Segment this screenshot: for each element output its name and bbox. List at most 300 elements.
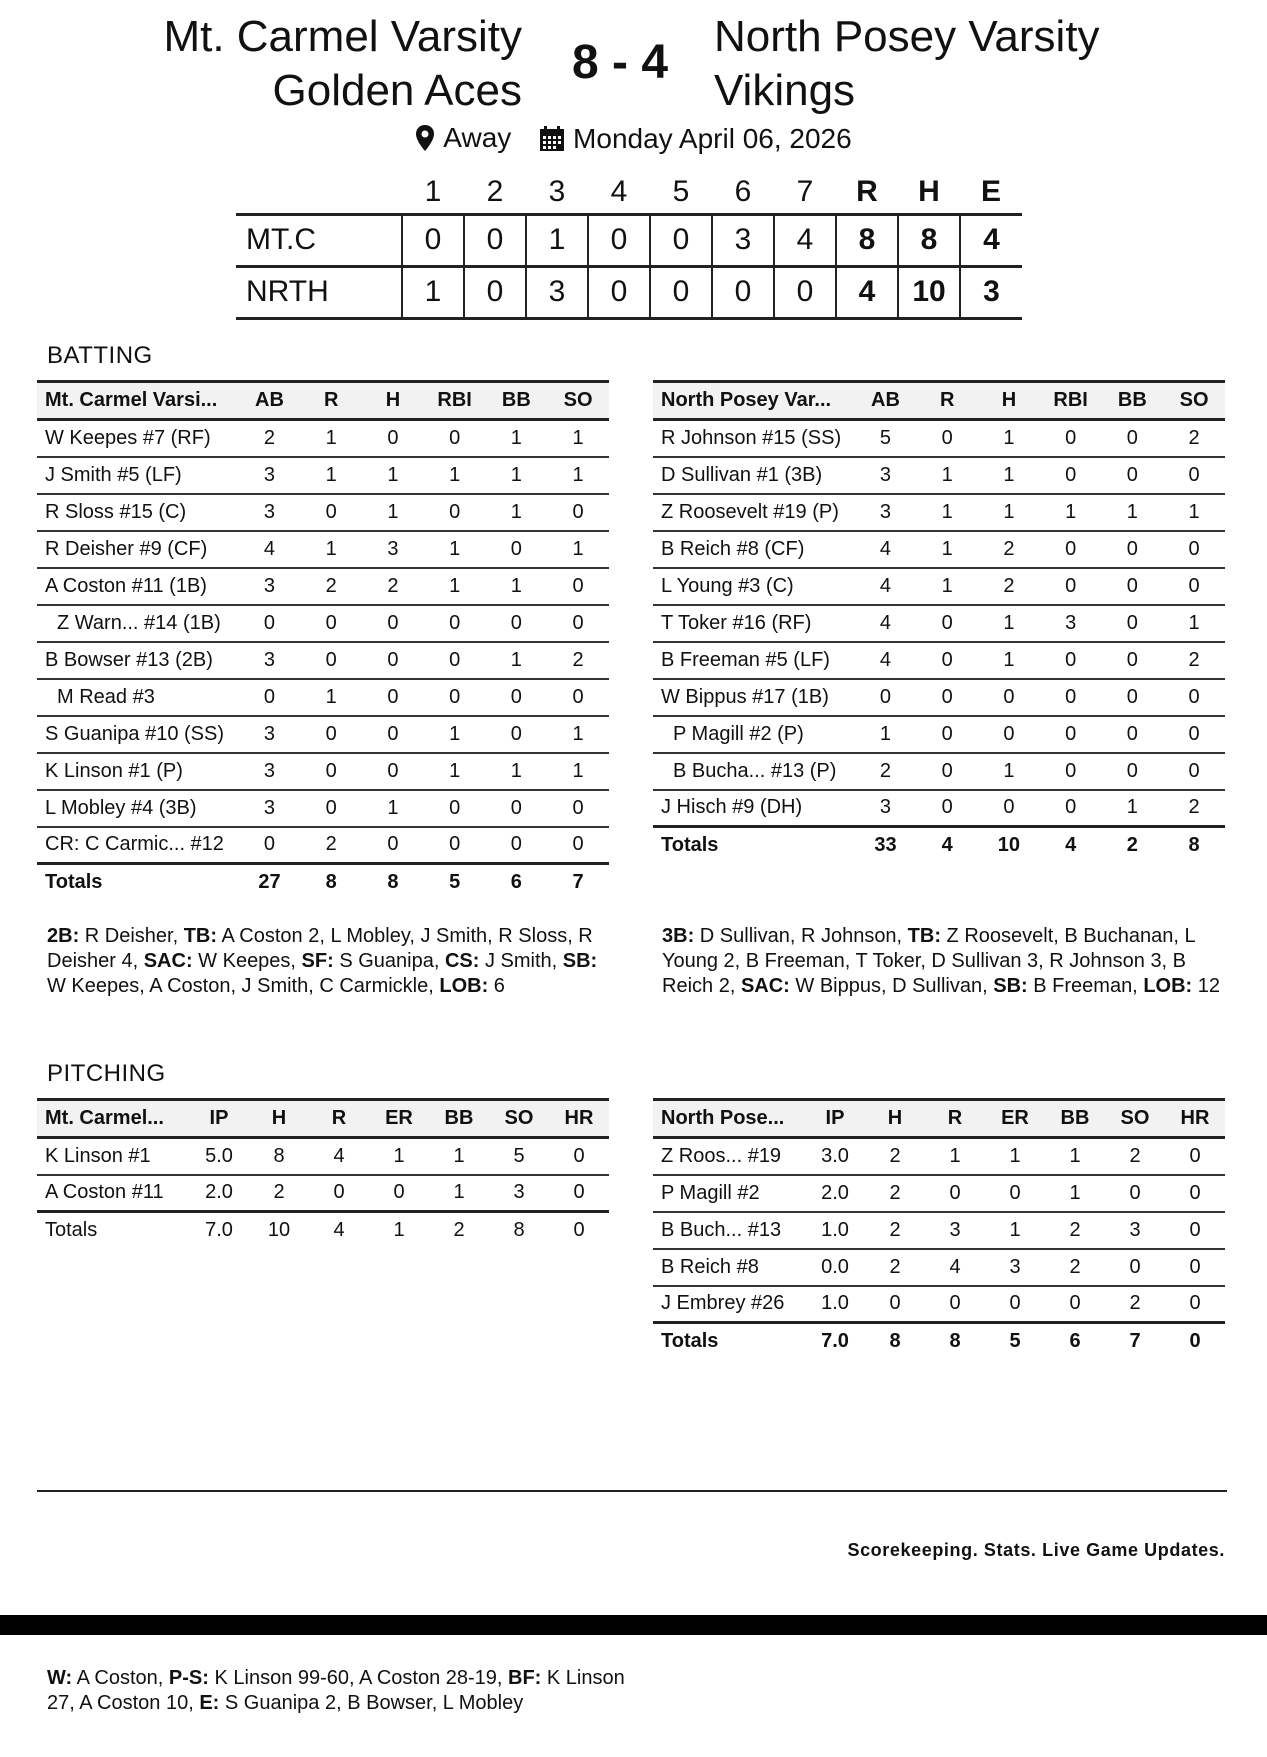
stat-cell: 4 [879,648,892,671]
stat-cell: 0 [1126,648,1138,671]
stat-column-header: SO [563,389,593,411]
totals-cell: 6 [510,871,522,894]
home-team-school: Mt. Carmel Varsity [163,12,522,61]
pitching-section-title: PITCHING [47,1060,166,1087]
stat-cell: 0 [1189,1144,1201,1167]
note-label: TB: [183,925,218,947]
stat-cell: 0 [1065,648,1077,671]
player-name: Z Warn... #14 (1B) [57,611,221,634]
note-text: W Keepes, A Coston, J Smith, C Carmickle, [47,975,440,997]
linescore-cell: 0 [774,266,836,318]
stat-cell: 0 [1065,722,1077,745]
stat-cell: 2 [1129,1292,1141,1315]
stat-cell: 0 [387,722,399,745]
location-text: Away [443,122,512,153]
stat-cell: 0 [449,833,461,856]
stat-cell: 0 [1009,1292,1021,1315]
player-name: B Bucha... #13 (P) [673,759,837,782]
stat-cell: 3 [513,1181,525,1204]
stat-cell: 4 [879,537,892,560]
stat-cell: 1 [572,426,584,449]
pitching-notes [47,1666,627,1716]
stat-cell: 4 [949,1255,961,1278]
stat-cell: 1 [949,1144,961,1167]
stat-cell: 0 [941,759,953,782]
player-row [653,790,1225,827]
hits-header: H [918,175,940,209]
batting-notes-np [662,924,1222,999]
stat-cell: 4 [879,574,892,597]
stat-cell: 1 [1003,426,1015,449]
stat-cell: 1 [1003,759,1015,782]
stat-cell: 3 [263,648,276,671]
player-row [653,679,1225,716]
player-name: L Young #3 (C) [661,574,794,597]
stat-cell: 0 [333,1181,345,1204]
note-label: SB: [562,950,598,972]
player-row [653,420,1225,457]
note-text: W Bippus, D Sullivan, [789,975,994,997]
stat-cell: 0 [449,426,461,449]
totals-cell: 5 [449,871,461,894]
stat-cell: 0 [510,833,522,856]
note-label: CS: [444,950,480,972]
stat-cell: 0 [1003,796,1015,819]
totals-row [653,827,1225,864]
batting-notes-mtc [47,924,607,999]
linescore-table [236,172,1022,320]
stat-cell: 1 [1069,1144,1081,1167]
note-text: 6 [488,975,505,997]
linescore-cell: 3 [526,266,588,318]
linescore-cell: 3 [712,214,774,266]
linescore-cell: 0 [650,266,712,318]
stat-cell: 3 [1065,611,1077,634]
stat-cell: 0 [572,574,584,597]
stat-cell: 0 [572,833,584,856]
stat-cell: 0 [325,759,337,782]
player-name: R Deisher #9 (CF) [45,537,208,560]
stat-cell: 0.0 [821,1255,849,1278]
stat-cell: 0 [572,500,584,523]
totals-cell: 10 [267,1219,291,1242]
note-label: SB: [993,975,1028,997]
note-label: P-S: [168,1667,209,1689]
stat-cell: 1 [387,500,399,523]
note-label: SAC: [740,975,790,997]
batting-table-mtc [37,380,609,901]
linescore-cell: 0 [588,214,650,266]
stat-cell: 1 [453,1181,465,1204]
stat-cell: 1 [325,426,337,449]
stat-cell: 0 [1126,426,1138,449]
stat-cell: 2 [1188,426,1200,449]
note-text: J Smith, [479,950,563,972]
note-text: 12 [1192,975,1221,997]
stat-cell: 0 [1065,426,1077,449]
stat-cell: 0 [1003,722,1015,745]
player-row [37,457,609,494]
player-row [653,716,1225,753]
player-row [37,605,609,642]
totals-cell: 7.0 [205,1219,233,1242]
stat-cell: 0 [510,685,522,708]
linescore-team: NRTH [246,275,329,308]
player-row [653,753,1225,790]
note-text: D Sullivan, R Johnson, [694,925,908,947]
player-row [37,568,609,605]
totals-cell: 2 [453,1219,465,1242]
linescore-cell: 0 [712,266,774,318]
stat-cell: 0 [449,796,461,819]
stat-cell: 2 [889,1144,901,1167]
away-team-school: North Posey Varsity [714,12,1100,61]
stat-cell: 2 [1003,574,1015,597]
stat-cell: 0 [263,611,276,634]
totals-label: Totals [45,1219,98,1242]
game-header [0,0,1267,160]
stat-cell: 1 [387,463,399,486]
linescore-team: MT.C [246,223,316,256]
player-name: B Reich #8 [661,1255,759,1278]
stat-cell: 3 [949,1218,961,1241]
stats-header-row [37,382,609,420]
stat-cell: 1 [572,759,584,782]
footer-divider [37,1490,1227,1492]
player-row [653,531,1225,568]
note-text: A Coston, [72,1667,169,1689]
linescore-cell: 0 [464,214,526,266]
totals-cell: 7.0 [821,1330,849,1353]
note-text: A Coston 2, L Mobley, J Smith, R Sloss, R Deisher 4, [47,925,593,972]
location [415,122,511,154]
stat-cell: 0 [1065,685,1077,708]
stat-cell: 3.0 [821,1144,849,1167]
batting-section-title: BATTING [47,342,153,369]
stat-cell: 5.0 [205,1144,233,1167]
stat-cell: 1 [325,537,337,560]
stat-cell: 2 [325,574,337,597]
stat-cell: 2 [387,574,399,597]
stat-cell: 2 [1129,1144,1141,1167]
totals-cell: 8 [1188,834,1200,857]
player-row [37,531,609,568]
stat-cell: 1 [449,759,461,782]
stat-cell: 0 [1126,759,1138,782]
stat-cell: 0 [387,833,399,856]
runs-header: R [856,175,878,209]
totals-row [37,864,609,901]
stat-cell: 0 [889,1292,901,1315]
note-label: E: [199,1692,220,1714]
player-name: D Sullivan #1 (3B) [661,463,823,486]
player-row [653,1138,1225,1175]
player-row [37,420,609,457]
stat-cell: 0 [879,685,892,708]
stat-cell: 1 [510,463,522,486]
stat-cell: 0 [1188,759,1200,782]
stat-cell: 2.0 [205,1181,233,1204]
stat-column-header: HR [564,1107,594,1129]
stat-column-header: R [947,1107,963,1129]
stat-cell: 0 [949,1292,961,1315]
stat-cell: 0 [387,648,399,671]
linescore-cell: 4 [774,214,836,266]
stat-cell: 3 [263,796,276,819]
stat-cell: 1 [325,685,337,708]
stat-cell: 1 [1188,500,1200,523]
stat-cell: 3 [387,537,399,560]
totals-row [37,1212,609,1249]
stat-cell: 1 [510,759,522,782]
player-name: T Toker #16 (RF) [661,611,812,634]
note-text: W Keepes, [192,950,302,972]
stat-column-header: H [887,1107,903,1129]
stat-cell: 5 [513,1144,525,1167]
stat-cell: 0 [387,611,399,634]
player-name: W Bippus #17 (1B) [661,685,829,708]
player-name: S Guanipa #10 (SS) [45,722,224,745]
stat-column-header: AB [871,389,900,411]
stat-cell: 1.0 [821,1292,849,1315]
date-text: Monday April 06, 2026 [573,123,852,154]
stat-cell: 0 [1009,1181,1021,1204]
stat-cell: 3 [263,759,276,782]
footer-black-bar [0,1615,1267,1635]
player-name: M Read #3 [57,685,155,708]
totals-cell: 7 [572,871,584,894]
stat-cell: 0 [1065,463,1077,486]
totals-cell: 5 [1009,1330,1021,1353]
stat-column-header: R [331,1107,347,1129]
linescore-row [236,266,1022,318]
stat-cell: 0 [387,685,399,708]
player-name: P Magill #2 (P) [673,722,804,745]
date [539,123,852,155]
player-name: K Linson #1 (P) [45,759,183,782]
player-name: B Buch... #13 [661,1218,782,1241]
stat-cell: 1 [1065,500,1077,523]
stat-cell: 1 [1003,611,1015,634]
pitching-table-np [653,1098,1225,1360]
player-row [653,568,1225,605]
totals-cell: 6 [1069,1330,1081,1353]
stat-column-header: R [939,389,955,411]
stat-cell: 2 [889,1218,901,1241]
stat-cell: 1 [387,796,399,819]
player-row [653,605,1225,642]
stat-cell: 2 [273,1181,285,1204]
totals-cell: 10 [997,834,1021,857]
stat-cell: 0 [510,537,522,560]
stat-cell: 0 [449,648,461,671]
stat-cell: 0 [572,685,584,708]
player-name: L Mobley #4 (3B) [45,796,197,819]
home-team-mascot: Golden Aces [272,66,522,115]
totals-cell: 2 [1126,834,1138,857]
player-row [37,494,609,531]
stat-cell: 1 [1009,1144,1021,1167]
stat-column-header: R [323,389,339,411]
player-row [37,679,609,716]
stat-cell: 0 [325,611,337,634]
player-row [653,1175,1225,1212]
stat-column-header: RBI [1053,389,1088,411]
stat-cell: 2 [263,426,276,449]
stat-column-header: BB [1117,389,1147,411]
stat-cell: 0 [1065,574,1077,597]
player-row [653,642,1225,679]
stat-cell: 0 [263,685,276,708]
errors-header: E [980,175,1001,209]
stat-cell: 0 [1188,537,1200,560]
inning-3-header: 3 [548,175,566,209]
player-row [37,642,609,679]
linescore-cell: 0 [650,214,712,266]
stat-cell: 3 [263,500,276,523]
stat-cell: 1 [510,500,522,523]
stat-cell: 0 [1126,611,1138,634]
stat-cell: 1 [449,722,461,745]
totals-cell: 8 [949,1330,961,1353]
stat-cell: 0 [572,611,584,634]
stat-cell: 0 [449,500,461,523]
stat-cell: 3 [263,722,276,745]
player-row [653,1212,1225,1249]
note-label: W: [47,1667,73,1689]
stat-cell: 1 [1126,796,1138,819]
stat-cell: 0 [263,833,276,856]
player-row [653,1286,1225,1323]
inning-6-header: 6 [734,175,752,209]
stat-column-header: RBI [437,389,472,411]
stat-cell: 1 [941,537,953,560]
stat-cell: 3 [263,574,276,597]
linescore-cell: 1 [402,266,464,318]
stat-cell: 2 [1188,648,1200,671]
note-text: K Linson 27, A Coston 10, [47,1667,625,1714]
note-label: SF: [301,950,334,972]
stat-cell: 1 [453,1144,465,1167]
stat-cell: 4 [879,611,892,634]
stat-cell: 0 [387,426,399,449]
stat-cell: 3 [1009,1255,1021,1278]
stats-header-row [37,1100,609,1138]
stat-cell: 0 [941,722,953,745]
inning-2-header: 2 [486,175,504,209]
stat-cell: 2 [572,648,584,671]
note-text: S Guanipa, [333,950,445,972]
stat-column-header: BB [1060,1107,1090,1129]
linescore-row [236,214,1022,266]
stat-column-header: BB [501,389,531,411]
stat-cell: 2 [889,1255,901,1278]
stat-cell: 4 [333,1144,345,1167]
stat-column-header: ER [385,1107,413,1129]
stat-cell: 0 [1069,1292,1081,1315]
stat-cell: 0 [510,796,522,819]
note-label: BF: [508,1667,542,1689]
stat-column-header: H [271,1107,287,1129]
stat-cell: 0 [1188,463,1200,486]
totals-cell: 33 [874,834,897,857]
note-text: S Guanipa 2, B Bowser, L Mobley [219,1692,524,1714]
stat-cell: 2 [325,833,337,856]
stat-cell: 0 [510,611,522,634]
stat-cell: 0 [1189,1292,1201,1315]
player-name: B Bowser #13 (2B) [45,648,213,671]
stat-cell: 0 [1188,685,1200,708]
stat-cell: 0 [1129,1255,1141,1278]
player-name: J Hisch #9 (DH) [661,796,803,819]
stat-cell: 0 [941,796,953,819]
player-name: W Keepes #7 (RF) [45,426,211,449]
stat-cell: 2 [889,1181,901,1204]
stat-cell: 2 [1069,1255,1081,1278]
stats-header-row [653,1100,1225,1138]
stat-cell: 0 [325,796,337,819]
stat-cell: 3 [879,463,892,486]
note-label: 3B: [662,925,695,947]
totals-cell: 8 [513,1219,525,1242]
stat-cell: 0 [1188,574,1200,597]
stat-column-header: SO [504,1107,534,1129]
note-text: K Linson 99-60, A Coston 28-19, [208,1667,509,1689]
totals-cell: 4 [1065,834,1077,857]
batting-table-np [653,380,1225,864]
player-row [37,790,609,827]
stat-cell: 2 [1069,1218,1081,1241]
player-name: J Smith #5 (LF) [45,463,182,486]
linescore-cell: 3 [960,266,1022,318]
stat-cell: 1 [941,500,953,523]
totals-cell: 8 [325,871,337,894]
stat-cell: 0 [1126,685,1138,708]
stat-cell: 0 [1126,463,1138,486]
stat-column-header: SO [1179,389,1209,411]
player-name: CR: C Carmic... #12 [45,833,224,856]
stat-column-header: HR [1180,1107,1210,1129]
stat-column-header: SO [1120,1107,1150,1129]
stat-cell: 0 [1189,1255,1201,1278]
totals-label: Totals [45,871,103,894]
stat-cell: 1 [1003,500,1015,523]
player-row [653,494,1225,531]
stat-column-header: AB [255,389,284,411]
linescore-cell: 0 [588,266,650,318]
linescore-cell: 0 [464,266,526,318]
pitching-table-mtc [37,1098,609,1249]
stat-cell: 3 [1129,1218,1141,1241]
stat-cell: 1 [1003,463,1015,486]
stat-cell: 1 [449,463,461,486]
stat-column-header: IP [825,1107,845,1129]
stat-cell: 0 [1129,1181,1141,1204]
away-team-name [714,10,1100,118]
stat-cell: 1 [1069,1181,1081,1204]
note-text: R Deisher, [79,925,184,947]
stat-cell: 0 [325,500,337,523]
stat-column-header: ER [1001,1107,1029,1129]
stat-cell: 0 [449,685,461,708]
stat-cell: 0 [387,759,399,782]
stat-cell: 0 [1189,1181,1201,1204]
stat-cell: 1 [325,463,337,486]
stat-cell: 2 [1188,796,1200,819]
inning-4-header: 4 [610,175,628,209]
game-meta [0,122,1267,159]
totals-label: Totals [661,834,719,857]
